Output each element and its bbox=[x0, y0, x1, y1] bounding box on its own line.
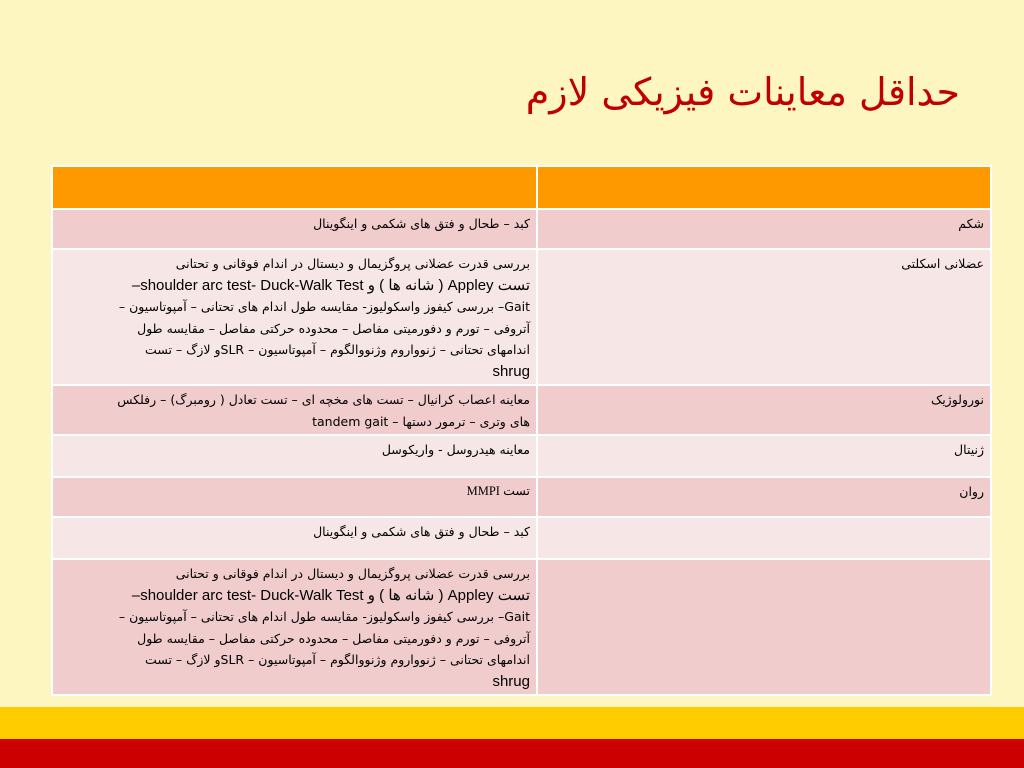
detail-line: آتروفی – تورم و دفورمیتی مفاصل – محدوده حرکتی مفاصل – مقایسه طول bbox=[137, 320, 530, 336]
detail-line: اندامهای تحتانی – ژنوواروم وژنووالگوم – آمپوتاسیون – SLRو لازگ – تست bbox=[145, 342, 530, 357]
detail-line: اندامهای تحتانی – ژنوواروم وژنووالگوم – آمپوتاسیون – SLRو لازگ – تست bbox=[145, 652, 530, 667]
row-detail: معاینه هیدروسل - واریکوسل bbox=[52, 435, 537, 477]
table-row bbox=[52, 385, 991, 435]
row-label: نورولوژیک bbox=[537, 385, 991, 435]
row-detail bbox=[52, 559, 537, 695]
row-detail: کبد – طحال و فتق های شکمی و اینگوینال bbox=[52, 517, 537, 559]
row-label: عضلانی اسکلتی bbox=[537, 249, 991, 385]
footer-band-red bbox=[0, 739, 1024, 768]
table-row bbox=[52, 559, 991, 695]
row-label bbox=[537, 559, 991, 695]
table-row bbox=[52, 435, 991, 477]
row-label bbox=[537, 517, 991, 559]
row-label: روان bbox=[537, 477, 991, 517]
header-cell-1 bbox=[537, 166, 991, 209]
row-label: ژنیتال bbox=[537, 435, 991, 477]
detail-line: shrug bbox=[492, 672, 530, 690]
row-detail: تست MMPI bbox=[52, 477, 537, 517]
exam-table bbox=[51, 165, 992, 696]
detail-line: معاینه اعصاب کرانیال – تست های مخچه ای – تست تعادل ( رومبرگ) – رفلکس bbox=[117, 392, 530, 407]
row-detail: کبد – طحال و فتق های شکمی و اینگوینال bbox=[52, 209, 537, 249]
table-row bbox=[52, 477, 991, 517]
table-header-row bbox=[52, 166, 991, 209]
table-row bbox=[52, 517, 991, 559]
detail-line: تست Appley ( شانه ها ) و shoulder arc test- Duck-Walk Test– bbox=[131, 586, 530, 604]
row-detail bbox=[52, 249, 537, 385]
row-detail bbox=[52, 385, 537, 435]
detail-line: تست Appley ( شانه ها ) و shoulder arc test- Duck-Walk Test– bbox=[131, 276, 530, 294]
detail-line: بررسی قدرت عضلانی پروگزیمال و دیستال در اندام فوقانی و تحتانی bbox=[175, 256, 530, 271]
table-row bbox=[52, 249, 991, 385]
detail-line: Gait– بررسی کیفوز واسکولیوز- مقایسه طول اندام های تحتانی – آمپوتاسیون – bbox=[118, 299, 530, 314]
detail-line: های وتری – ترمور دستها – tandem gait bbox=[312, 413, 530, 429]
detail-line: Gait– بررسی کیفوز واسکولیوز- مقایسه طول اندام های تحتانی – آمپوتاسیون – bbox=[118, 609, 530, 624]
row-label: شکم bbox=[537, 209, 991, 249]
footer-band-yellow bbox=[0, 707, 1024, 739]
detail-line: بررسی قدرت عضلانی پروگزیمال و دیستال در اندام فوقانی و تحتانی bbox=[175, 566, 530, 581]
detail-line: shrug bbox=[492, 362, 530, 380]
table-row bbox=[52, 209, 991, 249]
detail-line: آتروفی – تورم و دفورمیتی مفاصل – محدوده حرکتی مفاصل – مقایسه طول bbox=[137, 630, 530, 646]
page-title: حداقل معاینات فیزیکی لازم bbox=[525, 70, 960, 114]
header-cell-2 bbox=[52, 166, 537, 209]
